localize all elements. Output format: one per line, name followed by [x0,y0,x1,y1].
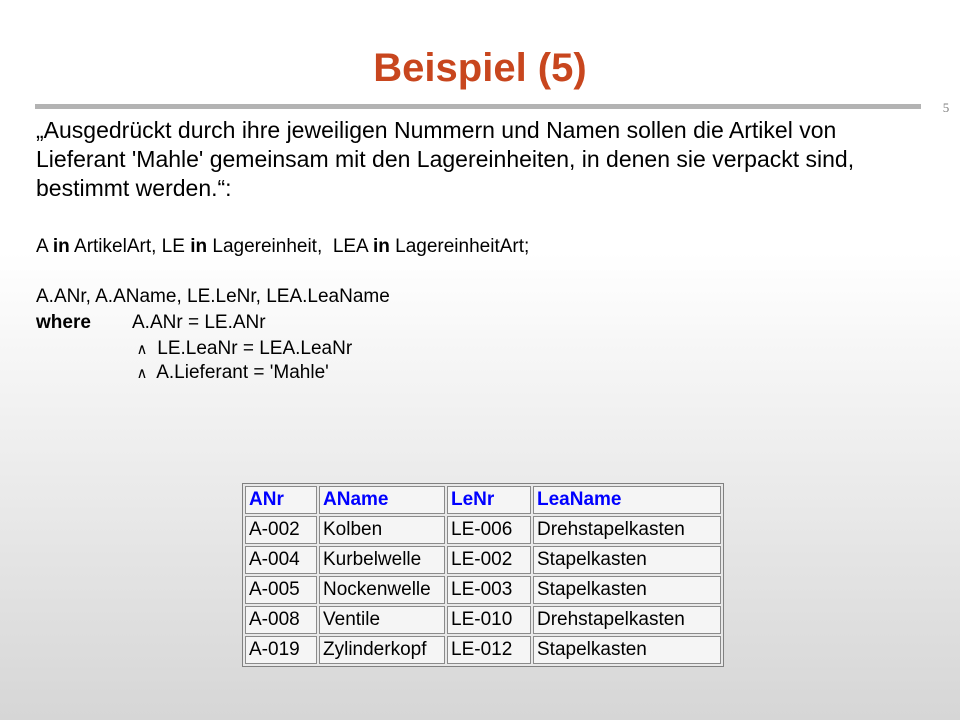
cell-aname: Nockenwelle [319,576,445,604]
header-leaname: LeaName [533,486,721,514]
cell-aname: Kurbelwelle [319,546,445,574]
decl-var-lea: LEA [332,236,368,257]
cell-anr: A-019 [245,636,317,664]
task-quote: „Ausgedrückt durch ihre jeweiligen Nummern und Namen sollen die Artikel von Lieferant 'Mahle' gemeinsam mit den Lagereinheiten, in denen sie verpackt sind, bestimmt werden.“: [36,117,855,201]
range-declaration [36,235,529,259]
cell-lenr: LE-006 [447,516,531,544]
header-anr: ANr [245,486,317,514]
where-clause-line-1 [36,311,266,335]
header-lenr: LeNr [447,486,531,514]
cell-lenr: LE-010 [447,606,531,634]
table-row [245,636,721,664]
table-row [245,516,721,544]
cell-lenr: LE-012 [447,636,531,664]
cell-aname: Zylinderkopf [319,636,445,664]
decl-type-lagereinheit: Lagereinheit, [212,236,323,257]
result-table [242,483,724,667]
cell-leaname: Drehstapelkasten [533,606,721,634]
cell-aname: Kolben [319,516,445,544]
decl-type-artikelart: ArtikelArt, [74,236,157,257]
cell-anr: A-002 [245,516,317,544]
table-row [245,546,721,574]
cell-leaname: Stapelkasten [533,576,721,604]
cell-aname: Ventile [319,606,445,634]
decl-in-keyword: in [190,236,208,257]
slide-title: Beispiel (5) [373,46,587,90]
cell-anr: A-005 [245,576,317,604]
cell-lenr: LE-002 [447,546,531,574]
header-aname: AName [319,486,445,514]
where-clause-line-2 [36,337,352,362]
condition-1: A.ANr = LE.ANr [132,312,266,333]
decl-type-lagereinheitart: LagereinheitArt; [395,236,530,257]
cell-leaname: Stapelkasten [533,546,721,574]
logical-and-icon: ∧ [136,365,148,382]
where-keyword: where [36,312,91,333]
select-line: A.ANr, A.AName, LE.LeNr, LEA.LeaName [36,286,390,307]
table-header-row [245,486,721,514]
title-divider [35,104,921,109]
decl-var-a: A [36,236,48,257]
cell-anr: A-004 [245,546,317,574]
condition-3: A.Lieferant = 'Mahle' [156,362,329,383]
cell-anr: A-008 [245,606,317,634]
cell-lenr: LE-003 [447,576,531,604]
decl-in-keyword: in [52,236,70,257]
cell-leaname: Drehstapelkasten [533,516,721,544]
table-row [245,576,721,604]
where-clause-line-3 [36,361,329,386]
decl-in-keyword: in [372,236,390,257]
decl-var-le: LE [161,236,185,257]
logical-and-icon: ∧ [136,341,148,358]
table-row [245,606,721,634]
page-number: 5 [942,100,950,115]
cell-leaname: Stapelkasten [533,636,721,664]
condition-2: LE.LeaNr = LEA.LeaNr [157,338,353,359]
